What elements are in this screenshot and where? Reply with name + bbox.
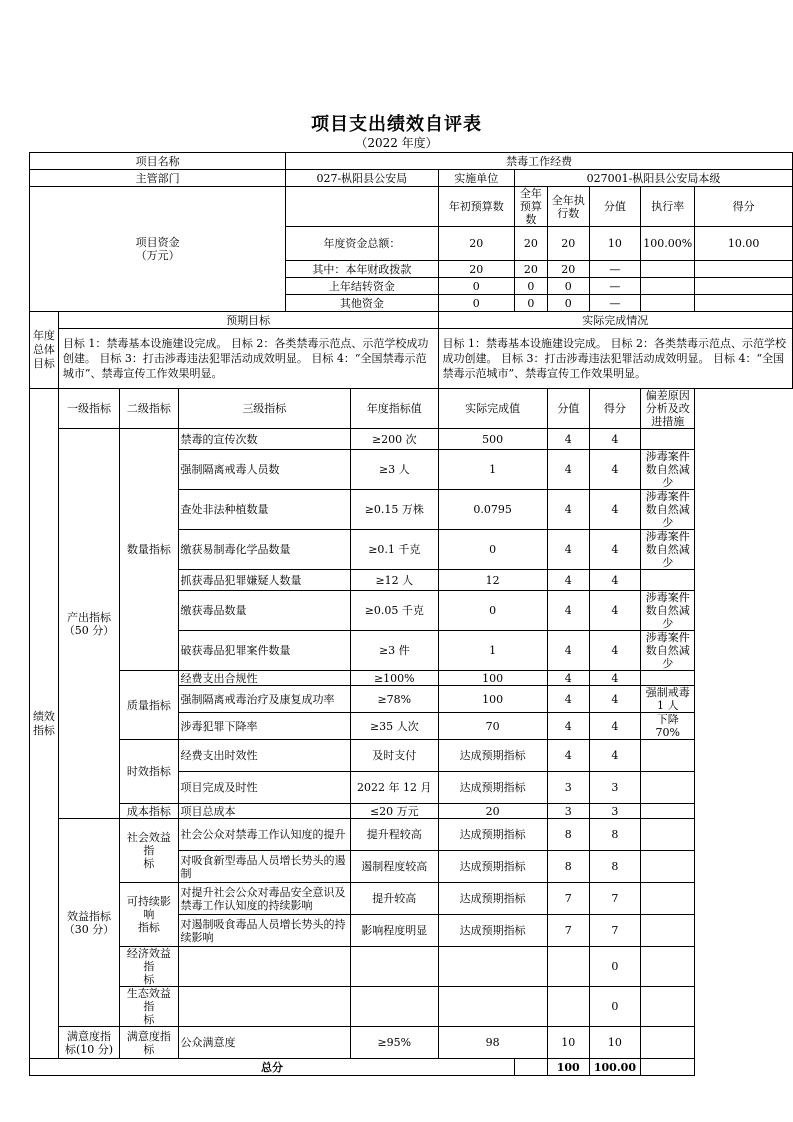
indicator-got: 4 bbox=[589, 591, 641, 631]
table-row bbox=[30, 389, 793, 429]
indicator-target: ≥95% bbox=[351, 1027, 438, 1059]
funds-cell bbox=[695, 278, 793, 295]
indicator-target: ≥35 人次 bbox=[351, 713, 438, 740]
funds-cell bbox=[641, 261, 695, 278]
indicator-score: 3 bbox=[547, 772, 589, 804]
indicator-name: 抓获毒品犯罪嫌疑人数量 bbox=[178, 570, 351, 591]
dept-value: 027-枞阳县公安局 bbox=[286, 170, 438, 187]
indicator-note bbox=[641, 570, 695, 591]
perf-header: 三级指标 bbox=[178, 389, 351, 429]
perf-header: 实际完成值 bbox=[438, 389, 547, 429]
indicator-got: 0 bbox=[589, 947, 641, 987]
indicator-score: 4 bbox=[547, 450, 589, 490]
perf-header: 一级指标 bbox=[58, 389, 119, 429]
satisfaction-l1-label: 满意度指 标(10 分) bbox=[58, 1027, 119, 1059]
impl-value: 027001-枞阳县公安局本级 bbox=[514, 170, 792, 187]
indicator-actual: 12 bbox=[438, 570, 547, 591]
indicator-target: 影响程度明显 bbox=[351, 915, 438, 947]
funds-cell: 100.00% bbox=[641, 227, 695, 261]
funds-row-label: 其他资金 bbox=[286, 295, 438, 312]
indicator-got: 8 bbox=[589, 851, 641, 883]
indicator-target: ≥78% bbox=[351, 686, 438, 713]
indicator-target: ≥3 人 bbox=[351, 450, 438, 490]
funds-cell: — bbox=[589, 261, 641, 278]
indicator-note bbox=[641, 987, 695, 1027]
funds-header: 分值 bbox=[589, 187, 641, 227]
indicator-score: 4 bbox=[547, 530, 589, 570]
table-row bbox=[30, 153, 793, 170]
indicator-note: 强制戒毒 1 人 bbox=[641, 686, 695, 713]
page-title: 项目支出绩效自评表 bbox=[311, 114, 482, 135]
indicator-target bbox=[351, 987, 438, 1027]
timeliness-label: 时效指标 bbox=[120, 740, 178, 804]
indicator-name: 对提升社会公众对毒品安全意识及禁毒工作认知度的持续影响 bbox=[178, 883, 351, 915]
indicator-score: 8 bbox=[547, 851, 589, 883]
indicator-name: 禁毒的宣传次数 bbox=[178, 429, 351, 450]
project-name-value: 禁毒工作经费 bbox=[286, 153, 793, 170]
table-row bbox=[30, 671, 793, 686]
indicator-name bbox=[178, 947, 351, 987]
funds-cell: 0 bbox=[547, 278, 589, 295]
indicator-actual bbox=[438, 987, 547, 1027]
indicator-actual: 70 bbox=[438, 713, 547, 740]
funds-cell bbox=[641, 295, 695, 312]
indicator-score: 7 bbox=[547, 915, 589, 947]
table-row bbox=[30, 312, 793, 329]
funds-header-blank bbox=[286, 187, 438, 227]
indicator-actual: 1 bbox=[438, 450, 547, 490]
perf-side-label: 绩效指标 bbox=[30, 389, 59, 1059]
indicator-name: 经费支出时效性 bbox=[178, 740, 351, 772]
indicator-actual: 0 bbox=[438, 530, 547, 570]
table-row bbox=[30, 947, 793, 987]
indicator-note bbox=[641, 947, 695, 987]
perf-header: 偏差原因分析及改进措施 bbox=[641, 389, 695, 429]
indicator-target bbox=[351, 947, 438, 987]
indicator-got: 4 bbox=[589, 490, 641, 530]
indicator-note bbox=[641, 851, 695, 883]
indicator-name: 破获毒品犯罪案件数量 bbox=[178, 631, 351, 671]
goals-expected-text: 目标 1：禁毒基本设施建设完成。 目标 2：各类禁毒示范点、示范学校成功创建。 目标 3：打击涉毒违法犯罪活动成效明显。 目标 4：“全国禁毒示范城市”、禁毒宣传工作效果明显。 bbox=[58, 329, 438, 389]
total-label: 总分 bbox=[30, 1059, 515, 1076]
indicator-note: 下降 70% bbox=[641, 713, 695, 740]
indicator-got: 4 bbox=[589, 631, 641, 671]
indicator-name: 对吸食新型毒品人员增长势头的遏制 bbox=[178, 851, 351, 883]
evaluation-table bbox=[29, 152, 793, 1076]
indicator-name: 涉毒犯罪下降率 bbox=[178, 713, 351, 740]
funds-cell: 0 bbox=[514, 278, 547, 295]
indicator-name: 公众满意度 bbox=[178, 1027, 351, 1059]
indicator-note bbox=[641, 819, 695, 851]
indicator-got: 4 bbox=[589, 740, 641, 772]
total-blank bbox=[514, 1059, 547, 1076]
funds-cell: 0 bbox=[438, 295, 514, 312]
indicator-actual: 100 bbox=[438, 686, 547, 713]
indicator-name: 项目总成本 bbox=[178, 804, 351, 819]
indicator-name: 强制隔离戒毒治疗及康复成功率 bbox=[178, 686, 351, 713]
indicator-name: 社会公众对禁毒工作认知度的提升 bbox=[178, 819, 351, 851]
goals-side-label: 年度总体目标 bbox=[30, 312, 59, 389]
economic-label: 经济效益指 标 bbox=[120, 947, 178, 987]
table-row bbox=[30, 170, 793, 187]
table-row bbox=[30, 804, 793, 819]
indicator-note bbox=[641, 804, 695, 819]
indicator-got: 3 bbox=[589, 772, 641, 804]
indicator-got: 4 bbox=[589, 530, 641, 570]
indicator-score: 4 bbox=[547, 591, 589, 631]
indicator-target: ≥100% bbox=[351, 671, 438, 686]
indicator-note: 涉毒案件数自然减少 bbox=[641, 450, 695, 490]
indicator-target: ≥12 人 bbox=[351, 570, 438, 591]
indicator-note: 涉毒案件数自然减少 bbox=[641, 631, 695, 671]
funds-cell: 10.00 bbox=[695, 227, 793, 261]
indicator-actual: 100 bbox=[438, 671, 547, 686]
table-row bbox=[30, 187, 793, 227]
indicator-actual: 达成预期指标 bbox=[438, 740, 547, 772]
indicator-got: 8 bbox=[589, 819, 641, 851]
indicator-name bbox=[178, 987, 351, 1027]
indicator-note bbox=[641, 772, 695, 804]
funds-cell: 0 bbox=[438, 278, 514, 295]
table-row bbox=[30, 1059, 793, 1076]
indicator-target: 及时支付 bbox=[351, 740, 438, 772]
indicator-actual: 达成预期指标 bbox=[438, 772, 547, 804]
indicator-target: ≥200 次 bbox=[351, 429, 438, 450]
indicator-score: 3 bbox=[547, 804, 589, 819]
sustain-label: 可持续影响 指标 bbox=[120, 883, 178, 947]
indicator-note bbox=[641, 740, 695, 772]
funds-cell: — bbox=[589, 295, 641, 312]
indicator-actual: 0.0795 bbox=[438, 490, 547, 530]
indicator-actual: 20 bbox=[438, 804, 547, 819]
table-row bbox=[30, 883, 793, 915]
funds-header: 得分 bbox=[695, 187, 793, 227]
indicator-got: 3 bbox=[589, 804, 641, 819]
indicator-got: 7 bbox=[589, 915, 641, 947]
perf-header: 年度指标值 bbox=[351, 389, 438, 429]
indicator-got: 4 bbox=[589, 450, 641, 490]
perf-header: 二级指标 bbox=[120, 389, 178, 429]
indicator-note: 涉毒案件数自然减少 bbox=[641, 530, 695, 570]
indicator-actual: 0 bbox=[438, 591, 547, 631]
table-row bbox=[30, 1027, 793, 1059]
social-label: 社会效益指 标 bbox=[120, 819, 178, 883]
indicator-note bbox=[641, 429, 695, 450]
indicator-note bbox=[641, 1027, 695, 1059]
indicator-actual: 达成预期指标 bbox=[438, 883, 547, 915]
funds-cell: 10 bbox=[589, 227, 641, 261]
indicator-score: 4 bbox=[547, 686, 589, 713]
indicator-score bbox=[547, 947, 589, 987]
indicator-name: 缴获易制毒化学品数量 bbox=[178, 530, 351, 570]
funds-cell: 20 bbox=[514, 227, 547, 261]
indicator-name: 项目完成及时性 bbox=[178, 772, 351, 804]
page-subtitle: （2022 年度） bbox=[355, 136, 438, 150]
funds-cell: — bbox=[589, 278, 641, 295]
indicator-actual: 1 bbox=[438, 631, 547, 671]
indicator-actual: 达成预期指标 bbox=[438, 915, 547, 947]
funds-cell: 20 bbox=[547, 261, 589, 278]
funds-cell: 0 bbox=[547, 295, 589, 312]
indicator-actual: 98 bbox=[438, 1027, 547, 1059]
indicator-note: 涉毒案件数自然减少 bbox=[641, 591, 695, 631]
goals-expected-label: 预期目标 bbox=[58, 312, 438, 329]
ecology-label: 生态效益指 标 bbox=[120, 987, 178, 1027]
funds-cell: 0 bbox=[514, 295, 547, 312]
indicator-name: 查处非法种植数量 bbox=[178, 490, 351, 530]
indicator-name: 缴获毒品数量 bbox=[178, 591, 351, 631]
funds-cell bbox=[641, 278, 695, 295]
project-name-label: 项目名称 bbox=[30, 153, 286, 170]
total-got: 100.00 bbox=[589, 1059, 641, 1076]
table-row bbox=[30, 429, 793, 450]
indicator-actual: 500 bbox=[438, 429, 547, 450]
indicator-got: 7 bbox=[589, 883, 641, 915]
table-row bbox=[30, 987, 793, 1027]
funds-header: 年初预算数 bbox=[438, 187, 514, 227]
impl-label: 实施单位 bbox=[438, 170, 514, 187]
indicator-target: ≥3 件 bbox=[351, 631, 438, 671]
indicator-note bbox=[641, 915, 695, 947]
indicator-got: 4 bbox=[589, 570, 641, 591]
indicator-got: 10 bbox=[589, 1027, 641, 1059]
dept-label: 主管部门 bbox=[30, 170, 286, 187]
indicator-got: 4 bbox=[589, 713, 641, 740]
indicator-score: 4 bbox=[547, 490, 589, 530]
funds-cell: 20 bbox=[514, 261, 547, 278]
indicator-actual: 达成预期指标 bbox=[438, 851, 547, 883]
indicator-target: ≤20 万元 bbox=[351, 804, 438, 819]
goals-actual-text: 目标 1：禁毒基本设施建设完成。 目标 2：各类禁毒示范点、示范学校成功创建。 目标 3：打击涉毒违法犯罪活动成效明显。 目标 4：“全国禁毒示范城市”、禁毒宣传工作效果明显。 bbox=[438, 329, 793, 389]
indicator-actual bbox=[438, 947, 547, 987]
indicator-got: 4 bbox=[589, 671, 641, 686]
indicator-score: 4 bbox=[547, 671, 589, 686]
table-row bbox=[30, 329, 793, 389]
funds-cell: 20 bbox=[438, 227, 514, 261]
indicator-name: 强制隔离戒毒人员数 bbox=[178, 450, 351, 490]
indicator-score: 4 bbox=[547, 713, 589, 740]
table-row bbox=[30, 819, 793, 851]
indicator-note: 涉毒案件数自然减少 bbox=[641, 490, 695, 530]
funds-cell: 20 bbox=[438, 261, 514, 278]
quality-label: 质量指标 bbox=[120, 671, 178, 740]
quantity-label: 数量指标 bbox=[120, 429, 178, 671]
funds-header: 全年预算数 bbox=[514, 187, 547, 227]
indicator-got: 4 bbox=[589, 686, 641, 713]
funds-row-label: 年度资金总额： bbox=[286, 227, 438, 261]
indicator-score: 8 bbox=[547, 819, 589, 851]
indicator-target: 提升较高 bbox=[351, 883, 438, 915]
indicator-target: ≥0.15 万株 bbox=[351, 490, 438, 530]
funds-header: 全年执行数 bbox=[547, 187, 589, 227]
indicator-name: 经费支出合规性 bbox=[178, 671, 351, 686]
satisfaction-l2-label: 满意度指标 bbox=[120, 1027, 178, 1059]
goals-actual-label: 实际完成情况 bbox=[438, 312, 793, 329]
indicator-score: 4 bbox=[547, 429, 589, 450]
indicator-target: 遏制程度较高 bbox=[351, 851, 438, 883]
indicator-note bbox=[641, 883, 695, 915]
indicator-name: 对遏制吸食毒品人员增长势头的持续影响 bbox=[178, 915, 351, 947]
indicator-score bbox=[547, 987, 589, 1027]
indicator-target: 2022 年 12 月 bbox=[351, 772, 438, 804]
funds-header: 执行率 bbox=[641, 187, 695, 227]
cost-label: 成本指标 bbox=[120, 804, 178, 819]
output-label: 产出指标 （50 分） bbox=[58, 429, 119, 819]
total-note bbox=[641, 1059, 695, 1076]
indicator-actual: 达成预期指标 bbox=[438, 819, 547, 851]
perf-header: 得分 bbox=[589, 389, 641, 429]
funds-row-label: 上年结转资金 bbox=[286, 278, 438, 295]
total-score: 100 bbox=[547, 1059, 589, 1076]
indicator-target: 提升程较高 bbox=[351, 819, 438, 851]
table-row bbox=[30, 740, 793, 772]
indicator-target: ≥0.05 千克 bbox=[351, 591, 438, 631]
indicator-note bbox=[641, 671, 695, 686]
indicator-score: 4 bbox=[547, 570, 589, 591]
indicator-target: ≥0.1 千克 bbox=[351, 530, 438, 570]
funds-cell bbox=[695, 295, 793, 312]
funds-row-label: 其中：本年财政拨款 bbox=[286, 261, 438, 278]
funds-cell bbox=[695, 261, 793, 278]
indicator-score: 4 bbox=[547, 740, 589, 772]
funds-cell: 20 bbox=[547, 227, 589, 261]
funds-label: 项目资金 （万元） bbox=[30, 187, 286, 312]
indicator-score: 7 bbox=[547, 883, 589, 915]
indicator-got: 4 bbox=[589, 429, 641, 450]
indicator-score: 10 bbox=[547, 1027, 589, 1059]
benefit-label: 效益指标 （30 分） bbox=[58, 819, 119, 1027]
indicator-score: 4 bbox=[547, 631, 589, 671]
indicator-got: 0 bbox=[589, 987, 641, 1027]
perf-header: 分值 bbox=[547, 389, 589, 429]
